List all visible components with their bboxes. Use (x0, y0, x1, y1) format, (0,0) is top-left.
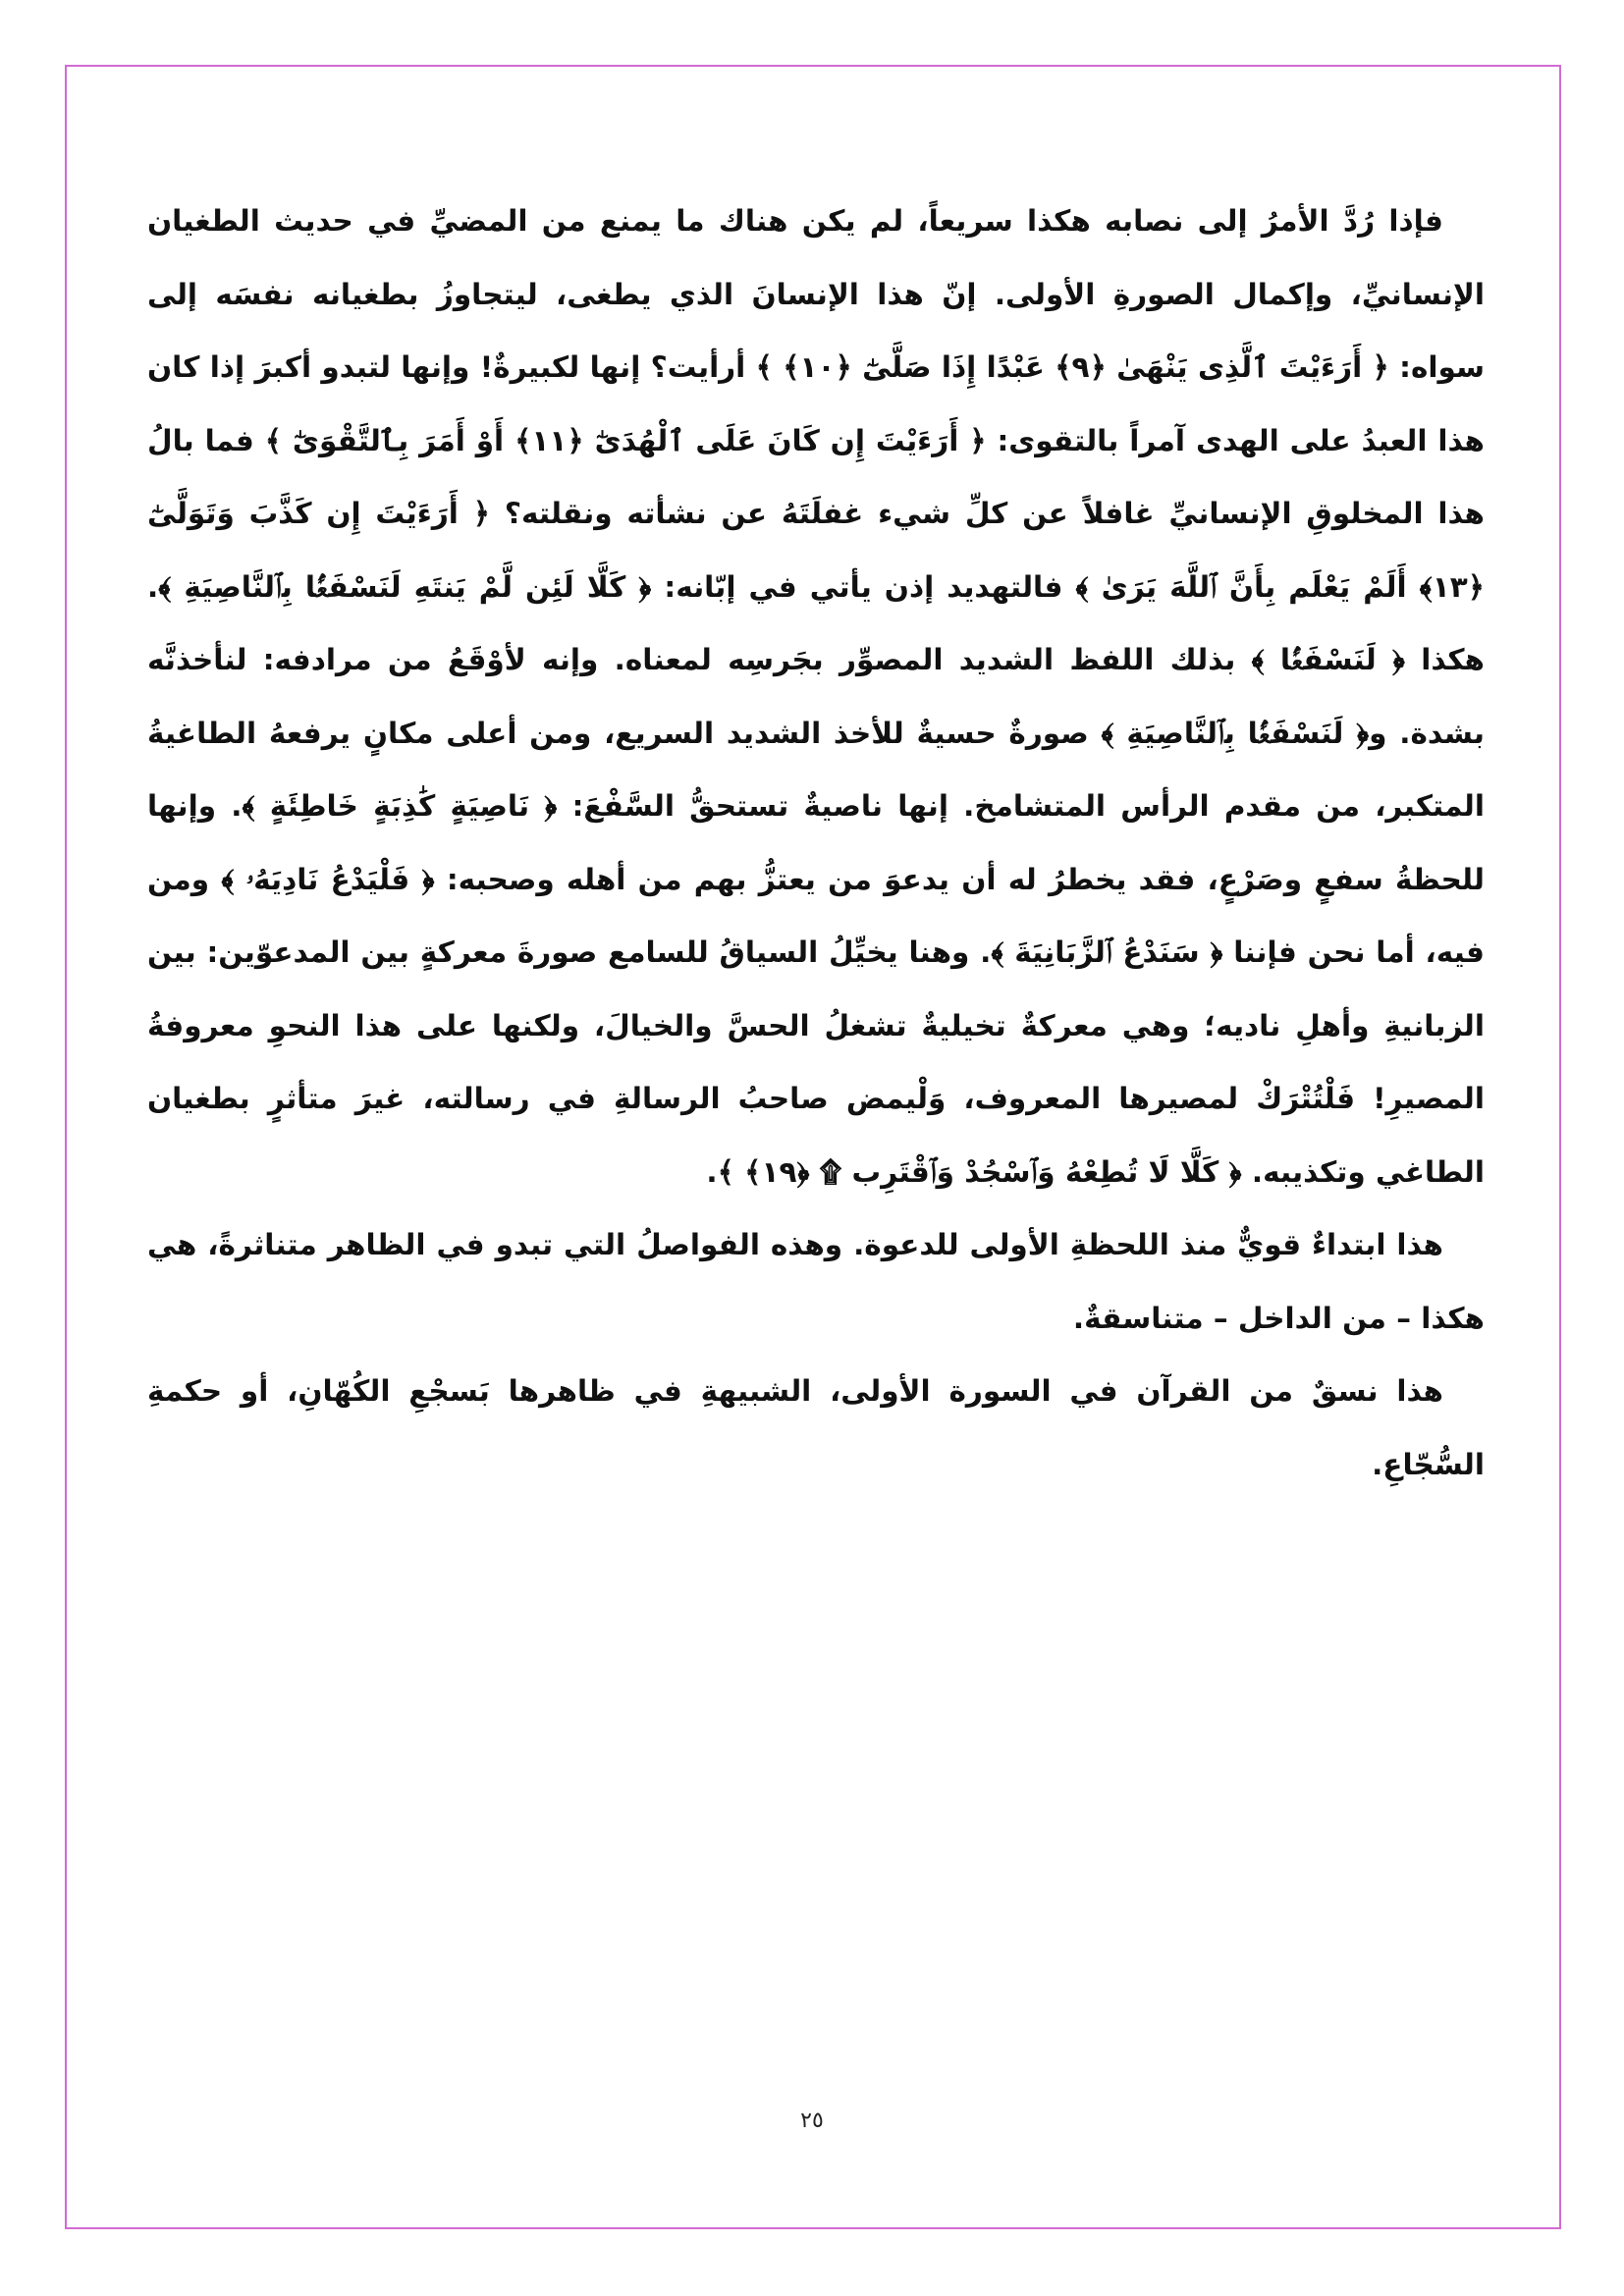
body-text (147, 185, 1485, 1501)
paragraph-3: هذا نسقٌ من القرآن في السورة الأولى، الشبيهةِ في ظاهرها بَسجْعِ الكُهّانِ، أو حكمةِ السُّجّاعِ. (147, 1374, 1485, 1481)
page-number: ٢٥ (800, 2109, 824, 2133)
paragraph-2: هذا ابتداءٌ قويٌّ منذ اللحظةِ الأولى للدعوة. وهذه الفواصلُ التي تبدو في الظاهر متناثرةً، هي هكذا – من الداخل – متناسقةٌ. (147, 1228, 1485, 1335)
paragraph-1: فإذا رُدَّ الأمرُ إلى نصابه هكذا سريعاً، لم يكن هناك ما يمنع من المضيِّ في حديث الطغيان الإنسانيِّ، وإكمال الصورةِ الأولى. إنّ هذا الإنسانَ الذي يطغى، ليتجاوزُ بطغيانه نفسَه إلى سواه: ﴿ أَرَءَيْتَ ٱلَّذِى يَنْهَىٰ ﴿٩﴾ عَبْدًا إِذَا صَلَّىٰٓ ﴿١٠﴾ ﴾ أرأيت؟ إنها لكبيرةٌ! وإنها لتبدو أكبرَ إذا كان هذا العبدُ على الهدى آمراً بالتقوى: ﴿ أَرَءَيْتَ إِن كَانَ عَلَى ٱلْهُدَىٰٓ ﴿١١﴾ أَوْ أَمَرَ بِٱلتَّقْوَىٰٓ ﴾ فما بالُ هذا المخلوقِ الإنسانيِّ غافلاً عن كلِّ شيء غفلَتَهُ عن نشأته ونقلته؟ ﴿ أَرَءَيْتَ إِن كَذَّبَ وَتَوَلَّىٰٓ ﴿١٣﴾ أَلَمْ يَعْلَم بِأَنَّ ٱللَّهَ يَرَىٰ ﴾ فالتهديد إذن يأتي في إبّانه: ﴿ كَلَّا لَئِن لَّمْ يَنتَهِ لَنَسْفَعًۢا بِٱلنَّاصِيَةِ ﴾. هكذا ﴿ لَنَسْفَعًۢا ﴾ بذلك اللفظ الشديد المصوِّر بجَرسِه لمعناه. وإنه لأوْقَعُ من مرادفه: لنأخذنَّه بشدة. و﴿ لَنَسْفَعًۢا بِٱلنَّاصِيَةِ ﴾ صورةٌ حسيةٌ للأخذ الشديد السريع، ومن أعلى مكانٍ يرفعهُ الطاغيةُ المتكبر، من مقدم الرأس المتشامخ. إنها ناصيةٌ تستحقُّ السَّفْعَ: ﴿ نَاصِيَةٍ كَٰذِبَةٍ خَاطِئَةٍ ﴾. وإنها للحظةُ سفعٍ وصَرْعٍ، فقد يخطرُ له أن يدعوَ من يعتزُّ بهم من أهله وصحبه: ﴿ فَلْيَدْعُ نَادِيَهُۥ ﴾ ومن فيه، أما نحن فإننا ﴿ سَنَدْعُ ٱلزَّبَانِيَةَ ﴾. وهنا يخيِّلُ السياقُ للسامع صورةَ معركةٍ بين المدعوّين: بين الزبانيةِ وأهلِ ناديه؛ وهي معركةٌ تخيليةٌ تشغلُ الحسَّ والخيالَ، ولكنها على هذا النحوِ معروفةُ المصيرِ! فَلْتُتْرَكْ لمصيرها المعروف، وَلْيمض صاحبُ الرسالةِ في رسالته، غيرَ متأثرٍ بطغيان الطاغي وتكذيبه. ﴿ كَلَّا لَا تُطِعْهُ وَٱسْجُدْ وَٱقْتَرِب ۩ ﴿١٩﴾ ﴾. (147, 204, 1485, 1189)
